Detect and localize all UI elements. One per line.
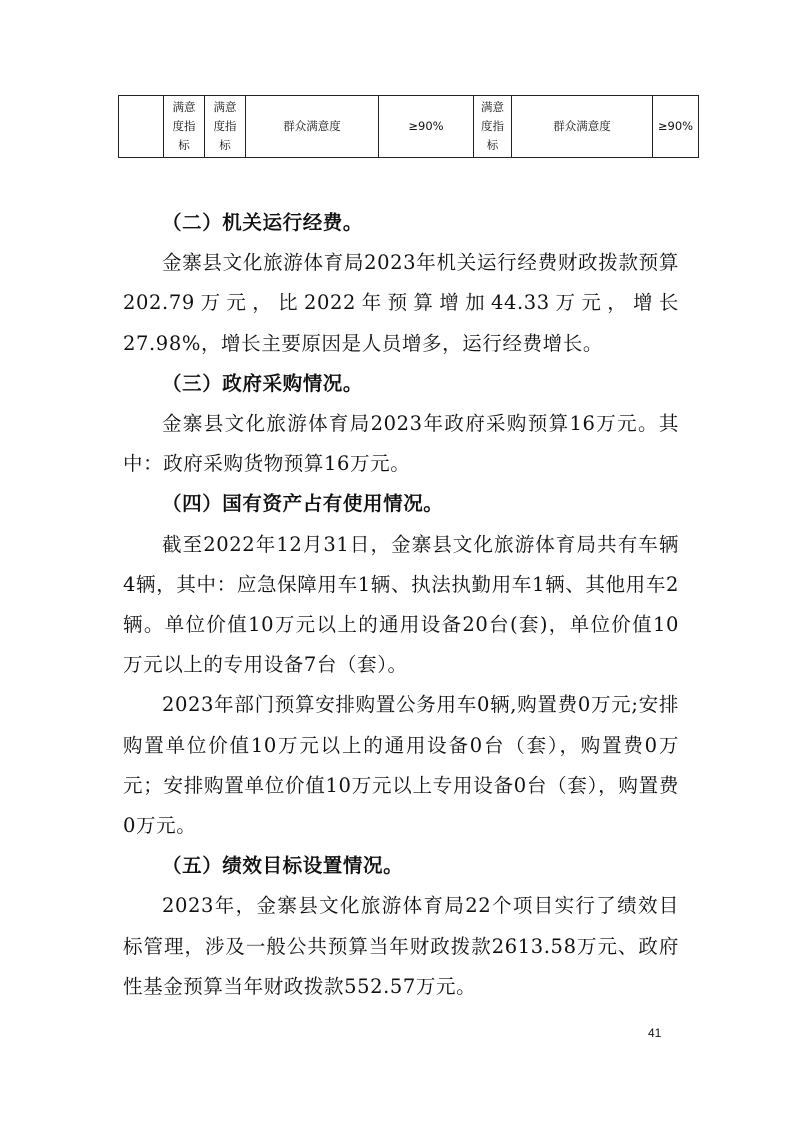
paragraph: 2023年，金寨县文化旅游体育局22个项目实行了绩效目标管理，涉及一般公共预算当年财政拨款2613.58万元、政府性基金预算当年财政拨款552.57万元。: [123, 894, 679, 998]
table-cell-indicator-value-right: ≥90%: [653, 96, 699, 158]
body-text: [123, 203, 679, 1007]
table-cell-indicator-value: ≥90%: [379, 96, 474, 158]
table-row: [119, 96, 699, 158]
paragraph: 2023年部门预算安排购置公务用车0辆,购置费0万元;安排购置单位价值10万元以上的通用设备0台（套），购置费0万元；安排购置单位价值10万元以上专用设备0台（套），购置费0万元。: [123, 693, 679, 838]
table-cell-level3-indicator: 满意度指标: [205, 96, 246, 158]
table-cell-indicator-name: 群众满意度: [246, 96, 379, 158]
page-number: 41: [648, 1026, 662, 1040]
performance-indicator-table: [118, 95, 699, 158]
section-heading: （二）机关运行经费。: [162, 211, 364, 234]
paragraph: 截至2022年12月31日，金寨县文化旅游体育局共有车辆4辆，其中：应急保障用车1辆、执法执勤用车1辆、其他用车2辆。单位价值10万元以上的通用设备20台(套)，单位价值10万元以上的专用设备7台（套）。: [123, 532, 679, 677]
section-heading: （四）国有资产占有使用情况。: [162, 492, 444, 516]
paragraph: 金寨县文化旅游体育局2023年机关运行经费财政拨款预算202.79万元，比2022年预算增加44.33万元，增长27.98%，增长主要原因是人员增多，运行经费增长。: [123, 251, 679, 355]
paragraph: 金寨县文化旅游体育局2023年政府采购预算16万元。其中：政府采购货物预算16万元。: [123, 412, 679, 476]
table-cell-indicator-name-right: 群众满意度: [512, 96, 653, 158]
section-heading: （三）政府采购情况。: [162, 371, 364, 395]
section-heading: （五）绩效目标设置情况。: [162, 854, 404, 878]
table-cell-level2-indicator: 满意度指标: [164, 96, 205, 158]
table-cell-level3-indicator-right: 满意度指标: [474, 96, 512, 158]
table-cell-first-level: [119, 96, 164, 158]
